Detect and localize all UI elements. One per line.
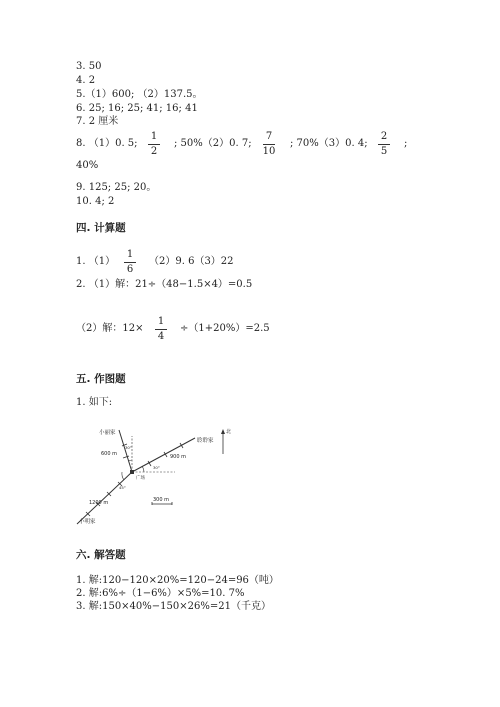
answer-9: 9. 125; 25; 20。 xyxy=(76,182,157,193)
drawing-answer-1: 1. 如下: xyxy=(76,397,113,408)
answer-5: 5.（1）600; （2）137.5。 xyxy=(76,89,203,100)
angle-30-north: 30° xyxy=(125,445,132,450)
label-scale: 300 m xyxy=(153,497,170,503)
section-6-title: 六. 解答题 xyxy=(76,549,126,561)
label-600m: 600 m xyxy=(101,451,118,457)
angle-45: 45° xyxy=(119,485,126,490)
answer-8-prefix: 8. （1）0. 5; xyxy=(76,138,138,149)
answer-10: 10. 4; 2 xyxy=(76,196,115,207)
calc-1-rest: （2）9. 6（3）22 xyxy=(149,256,234,267)
solution-3: 3. 解:150×40%−150×26%=21（千克） xyxy=(76,601,271,612)
line-to-xiaoli xyxy=(119,430,132,472)
answer-6: 6. 25; 16; 25; 41; 16; 41 xyxy=(76,103,198,114)
solution-1: 1. 解:120−120×20%=120−24=96（吨） xyxy=(76,575,279,586)
calc-2b-prefix: （2）解：12× xyxy=(76,323,144,334)
answer-4: 4. 2 xyxy=(76,75,96,86)
fraction-denominator: 10 xyxy=(262,146,276,157)
fraction-one-half xyxy=(146,131,162,158)
angle-30-east: 30° xyxy=(153,465,160,470)
fraction-numerator: 1 xyxy=(126,249,134,260)
label-xiaoli: 小丽家 xyxy=(99,430,116,436)
section-5-title: 五. 作图题 xyxy=(76,373,126,385)
fraction-numerator: 7 xyxy=(265,131,273,142)
label-xiaoming: 小明家 xyxy=(79,519,96,525)
answer-8-wrap: 40% xyxy=(76,160,99,171)
fraction-numerator: 2 xyxy=(380,131,388,142)
label-1200m: 1200 m xyxy=(89,500,109,506)
label-900m: 900 m xyxy=(170,454,187,460)
fraction-numerator: 1 xyxy=(157,316,165,327)
fraction-one-quarter xyxy=(153,316,169,343)
calc-2b-rest: ÷（1+20%）=2.5 xyxy=(180,323,270,334)
section-4-title: 四. 计算题 xyxy=(76,222,126,234)
calc-2a: 2. （1）解：21÷（48−1.5×4）=0.5 xyxy=(76,279,253,290)
square-marker xyxy=(130,470,134,474)
label-square: 广场 xyxy=(136,476,145,481)
calc-1-prefix: 1. （1） xyxy=(76,256,116,267)
label-north: 北 xyxy=(226,429,232,435)
fraction-seven-tenths xyxy=(261,131,277,158)
fraction-numerator: 1 xyxy=(150,131,158,142)
label-lingling: 聆聆家 xyxy=(197,438,214,444)
answer-7: 7. 2 厘米 xyxy=(76,116,119,127)
fraction-denominator: 6 xyxy=(126,264,134,275)
fraction-denominator: 2 xyxy=(150,146,158,157)
answer-8-mid2: ; 70%（3）0. 4; xyxy=(290,138,368,149)
answer-8-mid1: ; 50%（2）0. 7; xyxy=(174,138,252,149)
fraction-denominator: 5 xyxy=(380,146,388,157)
fraction-two-fifths xyxy=(376,131,392,158)
direction-map-diagram xyxy=(75,420,255,530)
fraction-one-sixth xyxy=(122,249,138,276)
answer-3: 3. 50 xyxy=(76,61,102,72)
fraction-denominator: 4 xyxy=(157,331,165,342)
answer-8-end: ; xyxy=(404,138,408,149)
solution-2: 2. 解:6%÷（1−6%）×5%=10. 7% xyxy=(76,588,245,599)
